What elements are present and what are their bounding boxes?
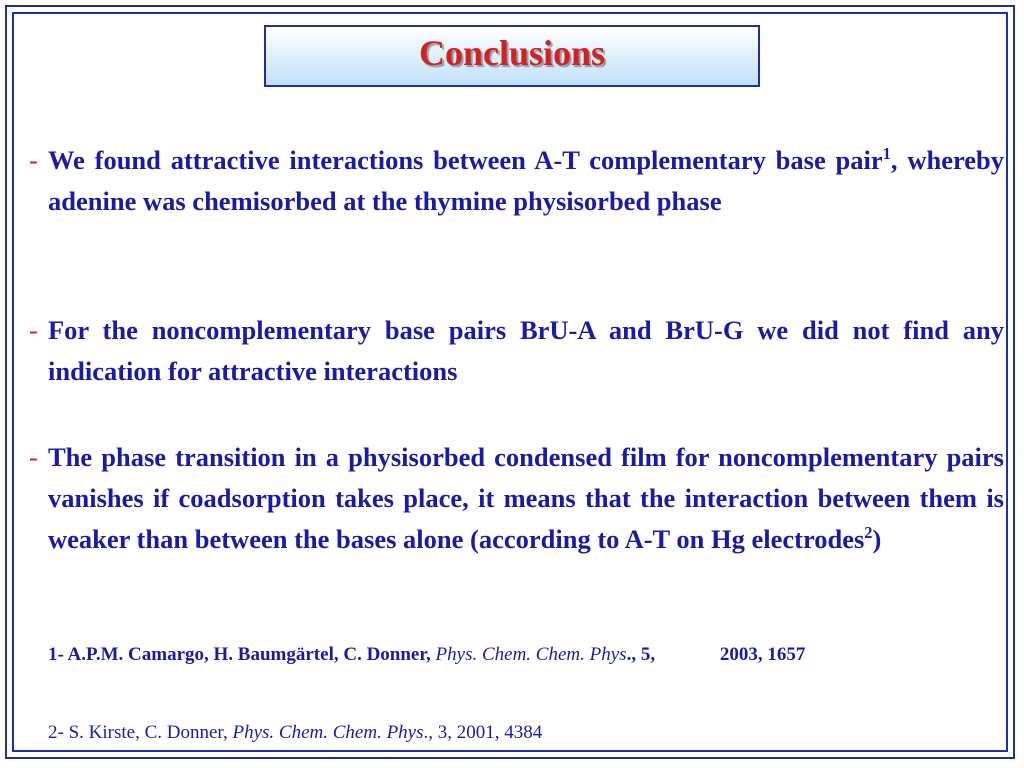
citation-2: 2: [864, 523, 873, 543]
bullet-item-3: [29, 437, 1004, 560]
bullet-dash: -: [29, 315, 38, 345]
bullet-2-text: For the noncomplementary base pairs BrU-A and BrU-G we did not find any indication for attractive interactions: [48, 315, 1004, 386]
bullet-dash: -: [29, 442, 38, 472]
reference-1: [48, 641, 1004, 668]
slide-title: Conclusions: [418, 33, 606, 73]
reference-1-journal: Phys. Chem. Chem. Phys: [435, 644, 627, 665]
bullet-3-text: The phase transition in a physisorbed condensed film for noncomplementary pairs vanishes if coadsorption takes place, it means that the interaction between them is weaker than between the bases alone (according to A-T on Hg electrodes: [48, 442, 1004, 554]
reference-2: [48, 719, 1004, 746]
bullet-3-text-end: ): [872, 524, 882, 554]
reference-2-journal: Phys. Chem. Chem. Phys: [232, 722, 424, 743]
bullet-1-text: We found attractive interactions between A-T complementary base pair: [48, 145, 883, 175]
bullet-item-2: [29, 310, 1004, 392]
reference-1-year: 2003,: [719, 644, 763, 665]
citation-1: 1: [882, 144, 891, 164]
bullet-item-1: [29, 140, 1005, 222]
reference-2-authors: 2- S. Kirste, C. Donner,: [48, 722, 228, 743]
bullet-1-text-end: , whereby adenine was chemisorbed at the thymine physisorbed phase: [48, 145, 1005, 216]
bullet-dash: -: [29, 145, 38, 175]
title-box: [264, 25, 760, 87]
reference-2-rest: ., 3, 2001, 4384: [423, 722, 543, 743]
reference-1-volume: ., 5,: [626, 644, 656, 665]
reference-1-authors: 1- A.P.M. Camargo, H. Baumgärtel, C. Donner,: [48, 644, 431, 665]
reference-1-pages: 1657: [767, 644, 806, 665]
